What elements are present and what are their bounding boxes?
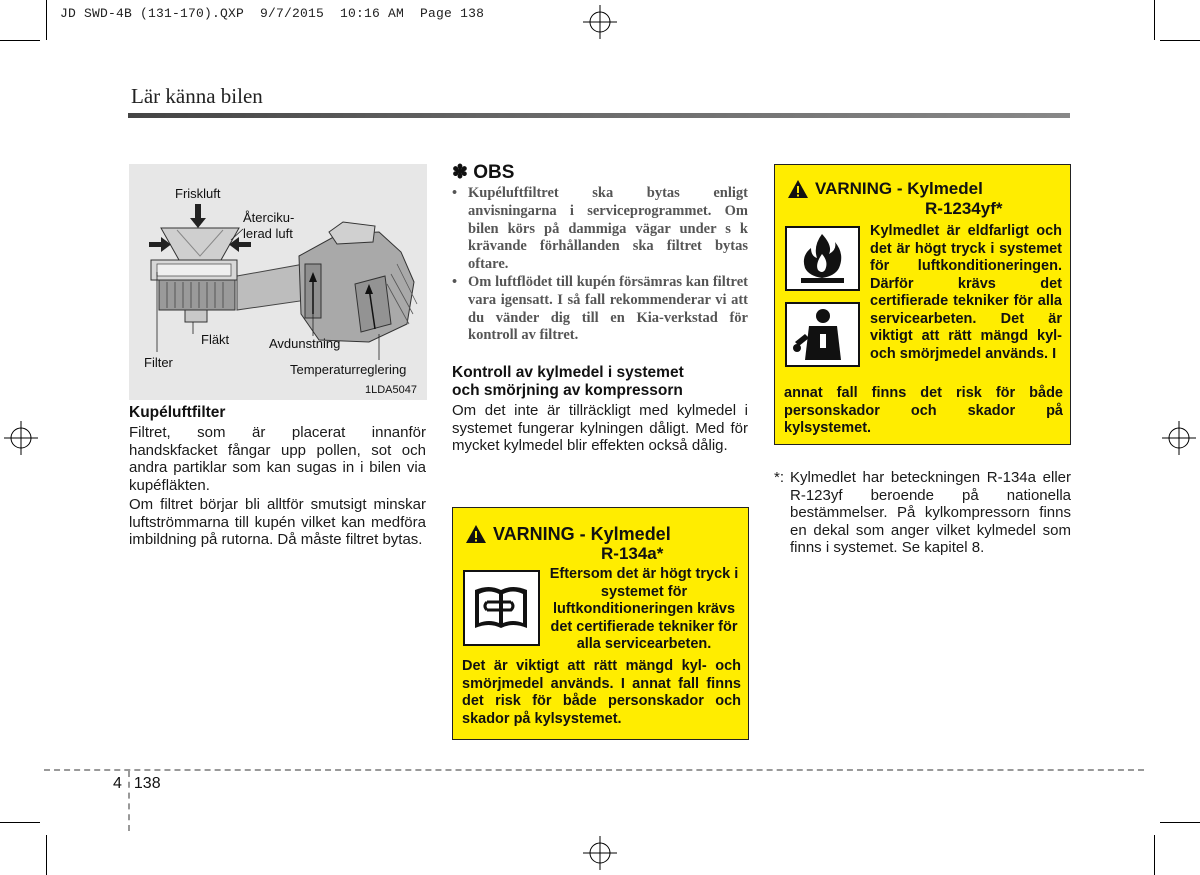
- paragraph-1: Filtret, som är placerat innanför handskfacket fångar upp pollen, sot och andra partiklar som kan sugas in i bilen via kupéfläkten.: [129, 424, 426, 494]
- technician-icon-box: [785, 302, 860, 367]
- heading-kupeluftfilter: Kupéluftfilter: [129, 404, 226, 421]
- obs-title: ✽ OBS: [452, 162, 515, 183]
- print-header: JD SWD-4B (131-170).QXP 9/7/2015 10:16 AM Page 138: [60, 6, 485, 21]
- footnote: [774, 469, 1071, 557]
- crop-mark: [0, 822, 40, 823]
- chapter-number: 4: [113, 775, 122, 792]
- label-atercirkulerad-2: lerad luft: [243, 226, 293, 241]
- technician-icon: [787, 304, 858, 365]
- registration-mark-icon: [4, 421, 38, 455]
- registration-mark-icon: [583, 5, 617, 39]
- crop-mark: [1154, 0, 1155, 40]
- label-temperaturreglering: Temperaturreglering: [290, 362, 407, 377]
- manual-book-icon: [465, 572, 538, 644]
- manual-book-icon-box: [463, 570, 540, 646]
- paragraph-kylmedel: Om det inte är tillräckligt med kylmedel i systemet fungerar kylningen dåligt. Med för mycket kylmedel blir effekten också dålig.: [452, 402, 748, 455]
- warning-triangle-icon: [787, 179, 809, 199]
- footnote-text: Kylmedlet har beteckningen R-134a eller R-123yf beroende på nationella bestämmelser. På kylkompressorn finns en dekal som anger vilket kylmedel som finns i systemet. Se kapitel 8.: [790, 469, 1071, 556]
- heading-kylmedel-line2: och smörjning av kompressorn: [452, 382, 683, 400]
- label-atercirkulerad-1: Återciku-: [243, 210, 295, 225]
- bullet: •: [452, 185, 458, 201]
- warning-title-line1: VARNING - Kylmedel: [493, 524, 671, 544]
- air-filter-figure: [129, 164, 427, 400]
- crop-mark: [46, 0, 47, 40]
- warning-text-side: Kylmedlet är eldfarligt och det är högt tryck i systemet för luftkonditioneringen. Därför krävs det certifierade tekniker för alla servicearbeten. Det är viktigt att rätt mängd kyl- och smörjmedel används. I: [870, 223, 1062, 362]
- obs-item: [452, 274, 748, 345]
- paragraph-2: Om filtret börjar bli alltför smutsigt minskar luftströmmarna till kupén vilket kan medföra imbildning på rutorna. Då måste filtret bytas.: [129, 496, 426, 548]
- obs-item: [452, 185, 748, 274]
- left-column: [129, 404, 426, 549]
- flammable-icon: [787, 228, 858, 289]
- crop-mark: [1160, 40, 1200, 41]
- crop-mark: [1160, 822, 1200, 823]
- crop-mark: [46, 835, 47, 875]
- section-title: Lär känna bilen: [131, 84, 263, 108]
- warning-title-line2: R-134a*: [601, 544, 664, 563]
- label-avdunstning: Avdunstning: [269, 336, 341, 351]
- warning-title-line2: R-1234yf*: [925, 199, 1003, 218]
- page-number-value: 138: [133, 775, 161, 792]
- label-filter: Filter: [144, 355, 173, 370]
- obs-item-text: Om luftflödet till kupén försämras kan filtret vara igensatt. I så fall rekommenderar vi att du vänder dig till en Kia-verkstad för kontroll av filtret.: [468, 273, 748, 344]
- warning-box-r134a: [452, 507, 749, 740]
- warning-text-full: Det är viktigt att rätt mängd kyl- och smörjmedel används. I annat fall finns det risk för både personskador och skador på kylsystemet.: [462, 658, 741, 727]
- warning-title-line1: VARNING - Kylmedel: [815, 179, 983, 198]
- warning-text-side: Eftersom det är högt tryck i systemet för luftkonditioneringen krävs det certifierade tekniker för alla servicearbeten.: [549, 566, 739, 652]
- bullet: •: [452, 273, 458, 290]
- label-friskluft: Friskluft: [175, 186, 221, 201]
- label-flakt: Fläkt: [201, 332, 230, 347]
- crop-mark: [0, 40, 40, 41]
- warning-text-full: annat fall finns det risk för både personskador och skador på kylsystemet.: [784, 385, 1063, 436]
- warning-box-r1234yf: [774, 164, 1071, 445]
- crop-mark: [1154, 835, 1155, 875]
- warning-triangle-icon: [465, 524, 487, 544]
- heading-kylmedel-line1: Kontroll av kylmedel i systemet: [452, 364, 684, 382]
- title-rule: [128, 113, 1070, 118]
- obs-item-text: Kupéluftfiltret ska bytas enligt anvisningarna i serviceprogrammet. Om bilen körs på dammiga vägar under s k krävande förhållanden ska filtret bytas oftare.: [468, 185, 748, 273]
- footnote-marker: *:: [774, 469, 785, 486]
- middle-column: [452, 161, 748, 455]
- footer-rule: [44, 769, 1144, 771]
- figure-code: 1LDA5047: [365, 384, 417, 396]
- registration-mark-icon: [583, 836, 617, 870]
- page-number: [113, 775, 161, 793]
- registration-mark-icon: [1162, 421, 1196, 455]
- flammable-icon-box: [785, 226, 860, 291]
